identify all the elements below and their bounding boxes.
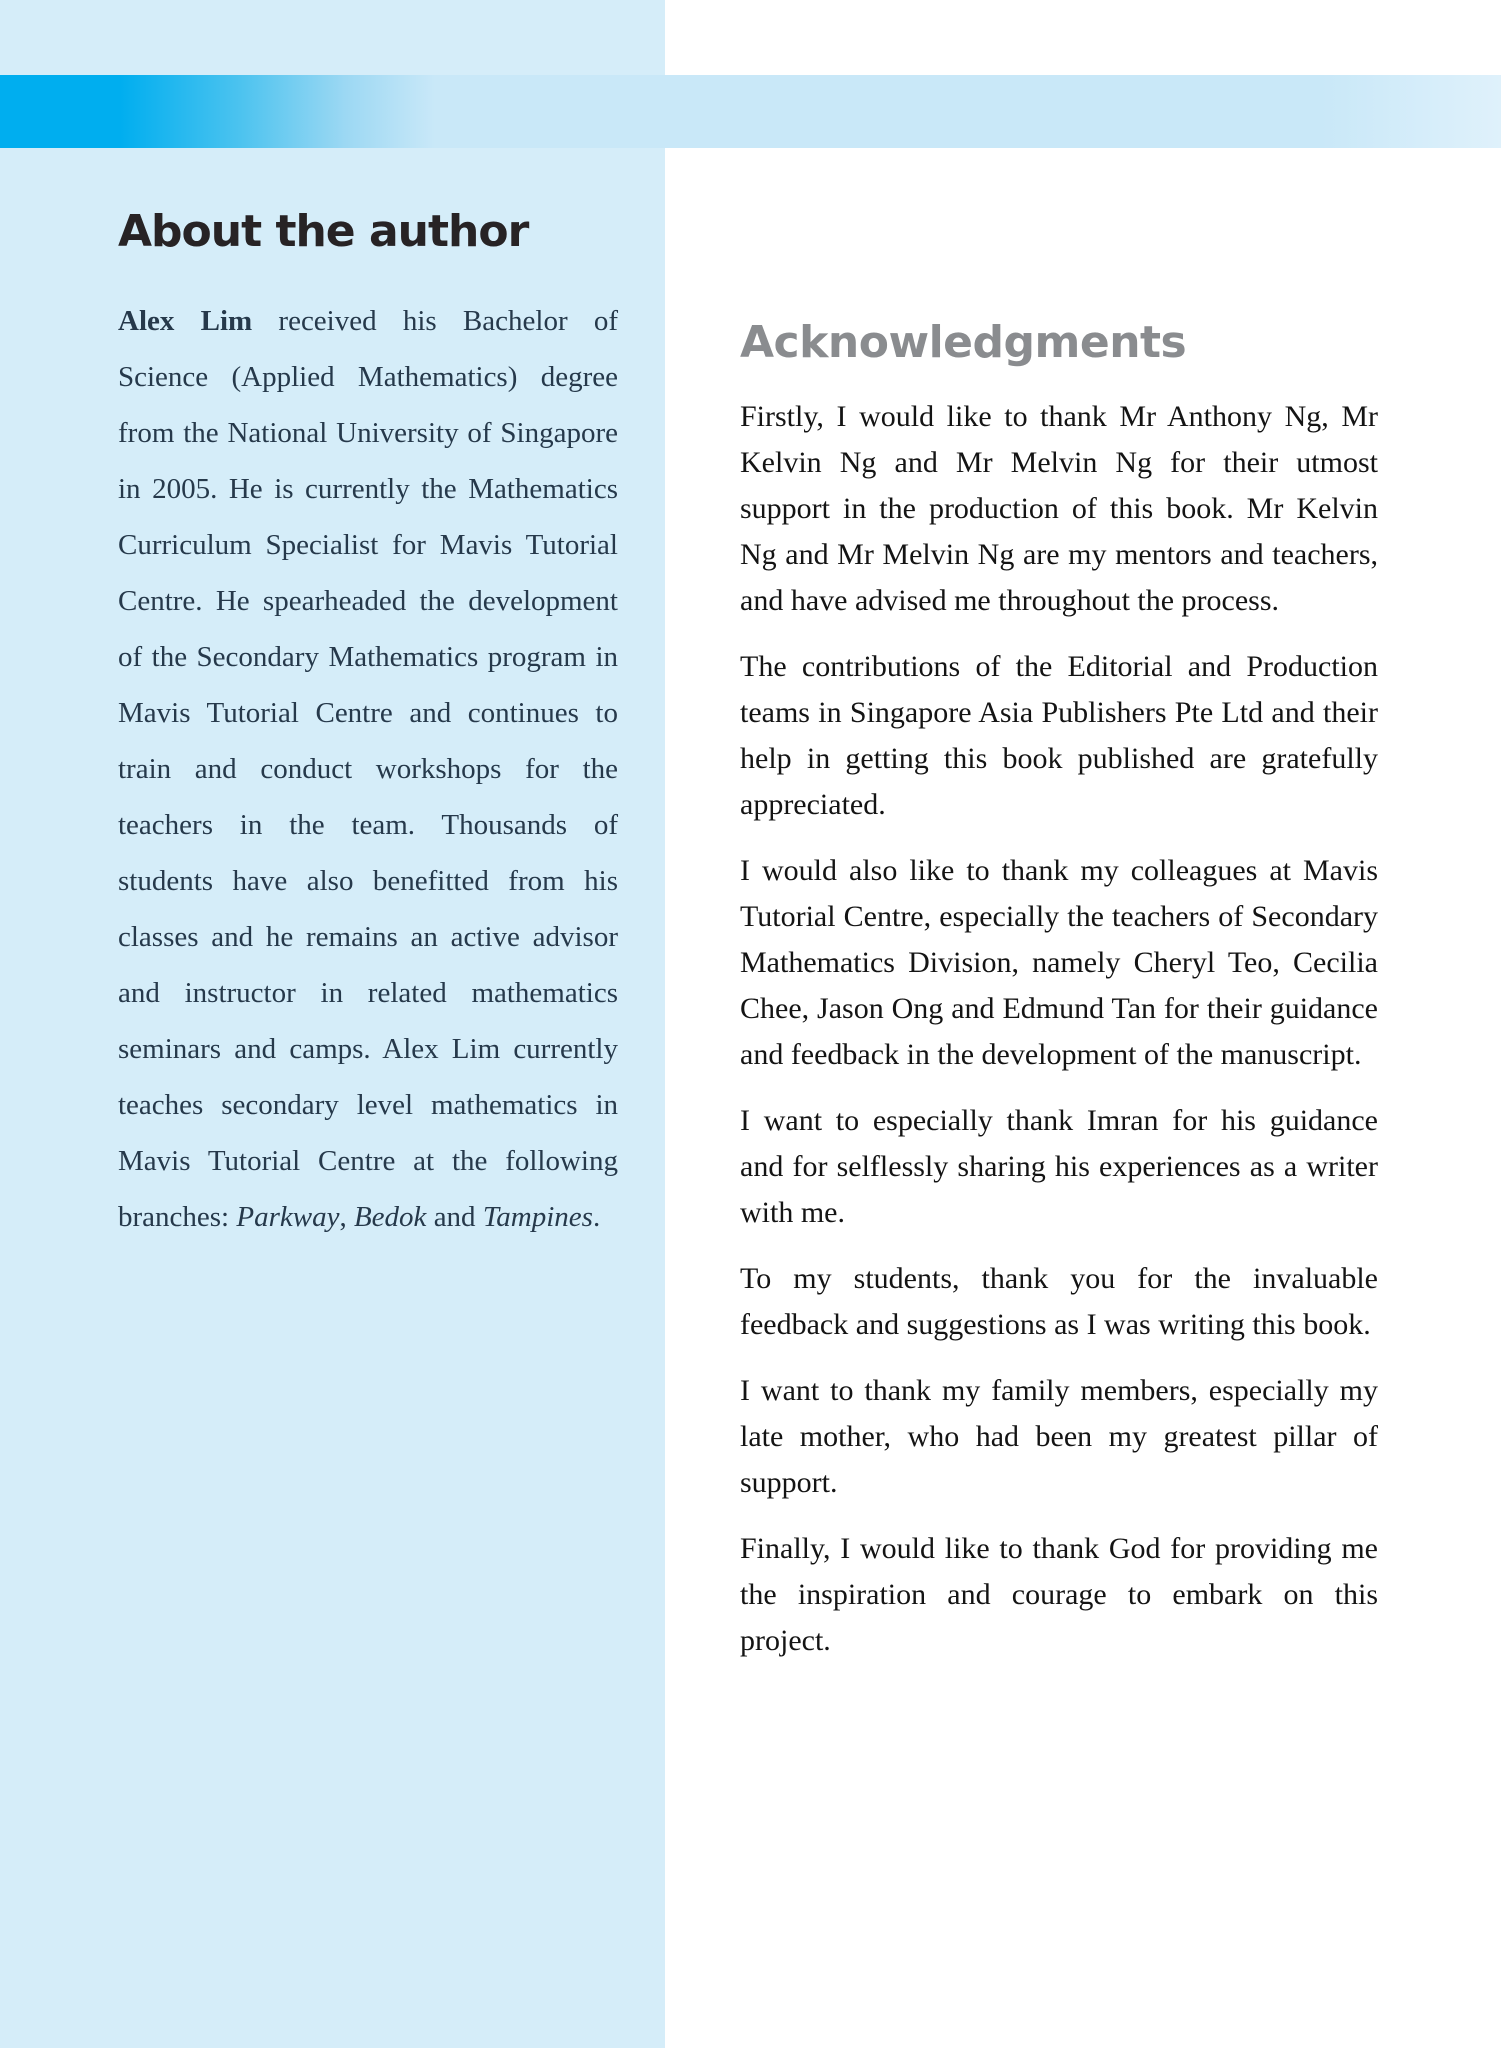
about-paragraph xyxy=(118,293,618,1245)
branch-tampines: Tampines xyxy=(482,1201,593,1233)
branch-separator-1: , xyxy=(339,1201,354,1233)
acknowledgment-paragraph: I want to especially thank Imran for his guidance and for selflessly sharing his experiences as a writer with me. xyxy=(740,1104,1378,1229)
acknowledgment-paragraph: The contributions of the Editorial and Production teams in Singapore Asia Publishers Pte Ltd and their help in getting this book published are gratefully appreciated. xyxy=(740,650,1378,821)
acknowledgment-paragraph: I want to thank my family members, especially my late mother, who had been my greatest pillar of support. xyxy=(740,1374,1378,1499)
about-terminator: . xyxy=(592,1201,601,1233)
branch-separator-2: and xyxy=(426,1201,483,1233)
acknowledgments-title: Acknowledgments xyxy=(740,317,1187,368)
header-gradient-bar xyxy=(0,75,1501,148)
acknowledgments-section xyxy=(740,318,1378,1684)
branch-bedok: Bedok xyxy=(353,1201,427,1233)
branch-parkway: Parkway xyxy=(236,1201,340,1233)
about-the-author-section xyxy=(118,207,618,1245)
about-title: About the author xyxy=(118,206,529,257)
about-body-text: received his Bachelor of Science (Applied Mathematics) degree from the National University of Singapore in 2005. He is currently the Mathematics Curriculum Specialist for Mavis Tutorial Centre. He spearheaded the development of the Secondary Mathematics program in Mavis Tutorial Centre and continues to train and conduct workshops for the teachers in the team. Thousands of students have also benefitted from his classes and he remains an active advisor and instructor in related mathematics seminars and camps. Alex Lim currently teaches secondary level mathematics in Mavis Tutorial Centre at the following branches: xyxy=(118,305,618,1233)
acknowledgment-paragraph: Firstly, I would like to thank Mr Anthony Ng, Mr Kelvin Ng and Mr Melvin Ng for their utmost support in the production of this book. Mr Kelvin Ng and Mr Melvin Ng are my mentors and teachers, and have advised me throughout the process. xyxy=(740,400,1378,617)
author-name: Alex Lim xyxy=(118,305,253,337)
acknowledgment-paragraph: Finally, I would like to thank God for providing me the inspiration and courage to embark on this project. xyxy=(740,1532,1378,1657)
acknowledgment-paragraph: To my students, thank you for the invaluable feedback and suggestions as I was writing this book. xyxy=(740,1262,1378,1341)
acknowledgment-paragraph: I would also like to thank my colleagues at Mavis Tutorial Centre, especially the teachers of Secondary Mathematics Division, namely Cheryl Teo, Cecilia Chee, Jason Ong and Edmund Tan for their guidance and feedback in the development of the manuscript. xyxy=(740,854,1378,1071)
